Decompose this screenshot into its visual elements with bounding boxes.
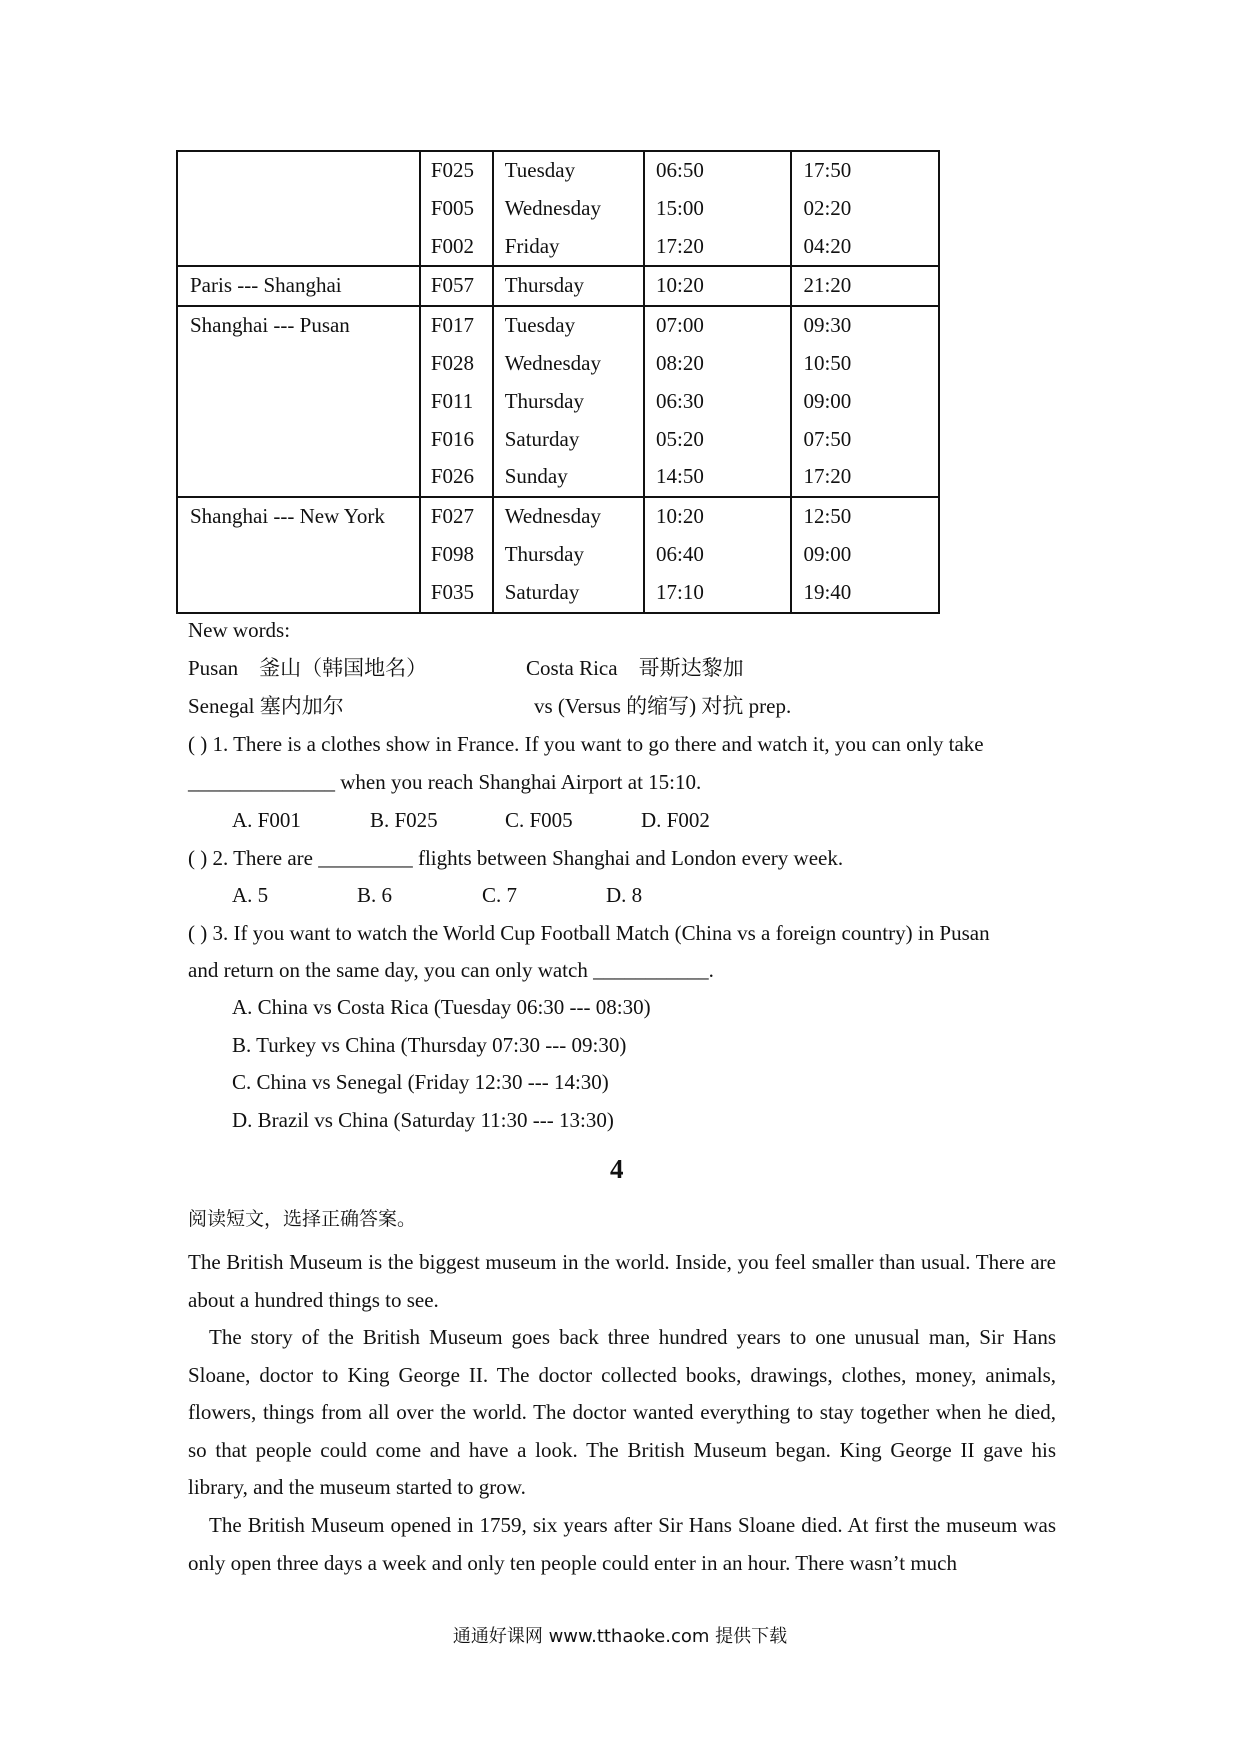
question-1-stem: ( ) 1. There is a clothes show in France. If you want to go there and watch it, you can only take bbox=[188, 732, 984, 756]
day-cell bbox=[493, 266, 644, 306]
departure-cell bbox=[644, 266, 791, 306]
footer-credit: 通通好课网 www.tthaoke.com 提供下载 bbox=[452, 1626, 788, 1647]
day-value: Thursday bbox=[504, 388, 585, 413]
arrival-value: 17:20 bbox=[803, 464, 852, 489]
flight-value: F028 bbox=[430, 350, 475, 375]
departure-value: 10:20 bbox=[656, 273, 704, 298]
departure-value: 06:50 bbox=[656, 158, 704, 182]
new-word-vs: vs (Versus 的缩写) 对抗 prep. bbox=[534, 694, 792, 718]
day-cell bbox=[493, 306, 644, 497]
route-label: Paris --- Shanghai bbox=[190, 273, 342, 298]
route-label bbox=[190, 152, 419, 190]
arrival-value: 09:00 bbox=[803, 541, 852, 566]
departure-value: 15:00 bbox=[656, 195, 704, 220]
departure-value: 06:30 bbox=[656, 388, 704, 413]
section-number: 4 bbox=[610, 1154, 624, 1184]
departure-value: 17:10 bbox=[656, 579, 704, 604]
question-3-stem-cont: and return on the same day, you can only watch ___________. bbox=[188, 958, 714, 982]
q3-option-a: A. China vs Costa Rica (Tuesday 06:30 --- 08:30) bbox=[232, 995, 651, 1019]
q1-option-d: D. F002 bbox=[641, 808, 710, 832]
flight-timetable bbox=[176, 150, 940, 614]
arrival-value: 02:20 bbox=[803, 195, 852, 220]
departure-value: 05:20 bbox=[656, 426, 704, 451]
timetable-group bbox=[177, 151, 939, 266]
departure-value: 17:20 bbox=[656, 233, 704, 258]
flight-cell bbox=[420, 266, 493, 306]
departure-value: 06:40 bbox=[656, 541, 704, 566]
q2-option-c: C. 7 bbox=[482, 883, 518, 907]
day-value: Tuesday bbox=[504, 313, 576, 338]
route-cell bbox=[177, 151, 420, 266]
day-cell bbox=[493, 497, 644, 612]
route-cell bbox=[177, 306, 420, 497]
question-1-stem-cont: ______________ when you reach Shanghai Airport at 15:10. bbox=[188, 770, 702, 794]
day-cell bbox=[493, 151, 644, 266]
arrival-cell bbox=[791, 151, 939, 266]
arrival-cell bbox=[791, 497, 939, 612]
arrival-cell bbox=[791, 266, 939, 306]
flight-value: F057 bbox=[430, 273, 475, 298]
arrival-value: 07:50 bbox=[803, 426, 852, 451]
flight-cell bbox=[420, 497, 493, 612]
route-label: Shanghai --- Pusan bbox=[190, 313, 350, 338]
arrival-cell bbox=[791, 306, 939, 497]
arrival-value: 17:50 bbox=[803, 158, 852, 182]
q1-option-a: A. F001 bbox=[232, 808, 301, 832]
flight-value: F027 bbox=[430, 504, 475, 529]
arrival-value: 21:20 bbox=[803, 273, 852, 298]
flight-cell bbox=[420, 306, 493, 497]
day-value: Wednesday bbox=[504, 504, 601, 529]
day-value: Saturday bbox=[504, 579, 580, 604]
flight-cell bbox=[420, 151, 493, 266]
arrival-value: 19:40 bbox=[803, 579, 852, 604]
q2-option-a: A. 5 bbox=[232, 883, 269, 907]
arrival-value: 09:00 bbox=[803, 388, 852, 413]
departure-cell bbox=[644, 497, 791, 612]
day-value: Wednesday bbox=[504, 195, 601, 220]
departure-value: 07:00 bbox=[656, 313, 704, 338]
new-word-pusan: Pusan 釜山（韩国地名） bbox=[188, 656, 428, 680]
timetable-body bbox=[177, 151, 939, 613]
q3-option-c: C. China vs Senegal (Friday 12:30 --- 14:30) bbox=[232, 1070, 609, 1094]
paragraph-3: The British Museum opened in 1759, six years after Sir Hans Sloane died. At first the museum was only open three days a week and only ten people could enter in an hour. There wasn’t much bbox=[188, 1513, 1056, 1575]
day-value: Thursday bbox=[504, 541, 585, 566]
q3-option-b: B. Turkey vs China (Thursday 07:30 --- 09:30) bbox=[232, 1033, 627, 1057]
q1-option-c: C. F005 bbox=[505, 808, 573, 832]
timetable-group bbox=[177, 306, 939, 497]
arrival-value: 09:30 bbox=[803, 313, 852, 338]
paragraph-1: The British Museum is the biggest museum in the world. Inside, you feel smaller than usual. There are about a hundred things to see. bbox=[188, 1250, 1056, 1312]
timetable-group bbox=[177, 266, 939, 306]
q2-option-d: D. 8 bbox=[606, 883, 643, 907]
departure-value: 10:20 bbox=[656, 504, 704, 529]
day-value: Sunday bbox=[504, 464, 568, 489]
departure-value: 08:20 bbox=[656, 350, 704, 375]
flight-value: F016 bbox=[430, 426, 475, 451]
day-value: Tuesday bbox=[504, 158, 576, 182]
departure-cell bbox=[644, 151, 791, 266]
flight-value: F005 bbox=[430, 195, 475, 220]
flight-value: F025 bbox=[430, 158, 475, 182]
day-value: Thursday bbox=[504, 273, 585, 298]
day-value: Wednesday bbox=[504, 350, 601, 375]
q2-option-b: B. 6 bbox=[357, 883, 393, 907]
new-words-heading: New words: bbox=[188, 618, 291, 642]
new-word-senegal: Senegal 塞内加尔 bbox=[188, 694, 344, 718]
arrival-value: 10:50 bbox=[803, 350, 852, 375]
question-2-stem: ( ) 2. There are _________ flights between Shanghai and London every week. bbox=[188, 846, 844, 870]
q3-option-d: D. Brazil vs China (Saturday 11:30 --- 13:30) bbox=[232, 1108, 614, 1132]
flight-value: F002 bbox=[430, 233, 475, 258]
arrival-value: 04:20 bbox=[803, 233, 852, 258]
day-value: Saturday bbox=[504, 426, 580, 451]
departure-cell bbox=[644, 306, 791, 497]
route-cell bbox=[177, 266, 420, 306]
paragraph-2: The story of the British Museum goes back three hundred years to one unusual man, Sir Hans Sloane, doctor to King George II. The doctor collected books, drawings, clothes, money, animals, flowers, things from all over the world. The doctor wanted everything to stay together when he died, so that people could come and have a look. The British Museum began. King George II gave his library, and the museum started to grow. bbox=[188, 1325, 1056, 1500]
flight-value: F098 bbox=[430, 541, 475, 566]
route-label: Shanghai --- New York bbox=[190, 504, 385, 529]
timetable-group bbox=[177, 497, 939, 612]
flight-value: F017 bbox=[430, 313, 475, 338]
flight-value: F035 bbox=[430, 579, 475, 604]
flight-value: F026 bbox=[430, 464, 475, 489]
day-value: Friday bbox=[504, 233, 560, 258]
route-cell bbox=[177, 497, 420, 612]
q1-option-b: B. F025 bbox=[370, 808, 438, 832]
flight-value: F011 bbox=[430, 388, 474, 413]
section-instruction: 阅读短文，选择正确答案。 bbox=[188, 1208, 417, 1230]
new-word-costa-rica: Costa Rica 哥斯达黎加 bbox=[526, 656, 744, 680]
departure-value: 14:50 bbox=[656, 464, 704, 489]
arrival-value: 12:50 bbox=[803, 504, 852, 529]
question-3-stem: ( ) 3. If you want to watch the World Cup Football Match (China vs a foreign country) in Pusan bbox=[188, 921, 990, 945]
